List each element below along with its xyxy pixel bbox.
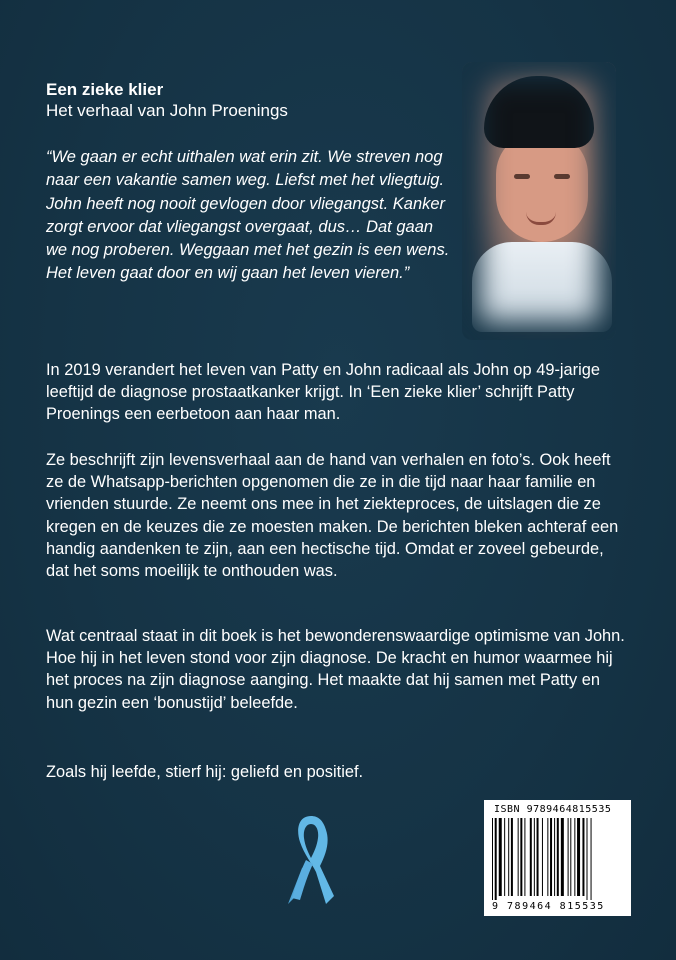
author-photo (462, 62, 616, 340)
book-subtitle: Het verhaal van John Proenings (46, 101, 288, 120)
blurb-paragraph-3: Wat centraal staat in dit boek is het bewonderenswaardige optimisme van John. Hoe hij in het leven stond voor zijn diagnose. De kracht en humor waarmee hij het proces na zijn diagnose aanging. Het maakte dat hij samen met Patty en hun gezin een ‘bonustijd’ beleefde. (46, 627, 625, 712)
blurb-paragraph-2: Ze beschrijft zijn levensverhaal aan de hand van verhalen en foto’s. Ook heeft ze de Whatsapp-berichten opgenomen die ze in die tijd naar haar familie en vrienden stuurde. Ze neemt ons mee in het ziekteproces, de uitslagen die ze kregen en de keuzes die ze moesten maken. De berichten bleken achteraf een handig aandenken te zijn, aan een hectische tijd. Omdat er zoveel gebeurde, dat het soms moeilijk te onthouden was. (46, 451, 619, 581)
barcode-icon (490, 818, 626, 900)
isbn-barcode (484, 800, 631, 916)
isbn-label: ISBN 9789464815535 (494, 804, 612, 815)
blurb-paragraph-4: Zoals hij leefde, stierf hij: geliefd en positief. (46, 763, 364, 781)
awareness-ribbon-icon (286, 808, 336, 908)
pull-quote: “We gaan er echt uithalen wat erin zit. We streven nog naar een vakantie samen weg. Liefst met het vliegtuig. John heeft nog nooit gevlogen door vliegangst. Kanker zorgt ervoor dat vliegangst overgaat, dus… Dat gaan we nog proberen. Weggaan met het gezin is een wens. Het leven gaat door en wij gaan het leven vieren.” (46, 148, 450, 283)
book-title: Een zieke klier (46, 80, 164, 99)
isbn-digits: 9 789464 815535 (492, 901, 605, 912)
blurb-paragraph-1: In 2019 verandert het leven van Patty en John radicaal als John op 49-jarige leeftijd de diagnose prostaatkanker krijgt. In ‘Een zieke klier’ schrijft Patty Proenings een eerbetoon aan haar man. (46, 361, 601, 424)
